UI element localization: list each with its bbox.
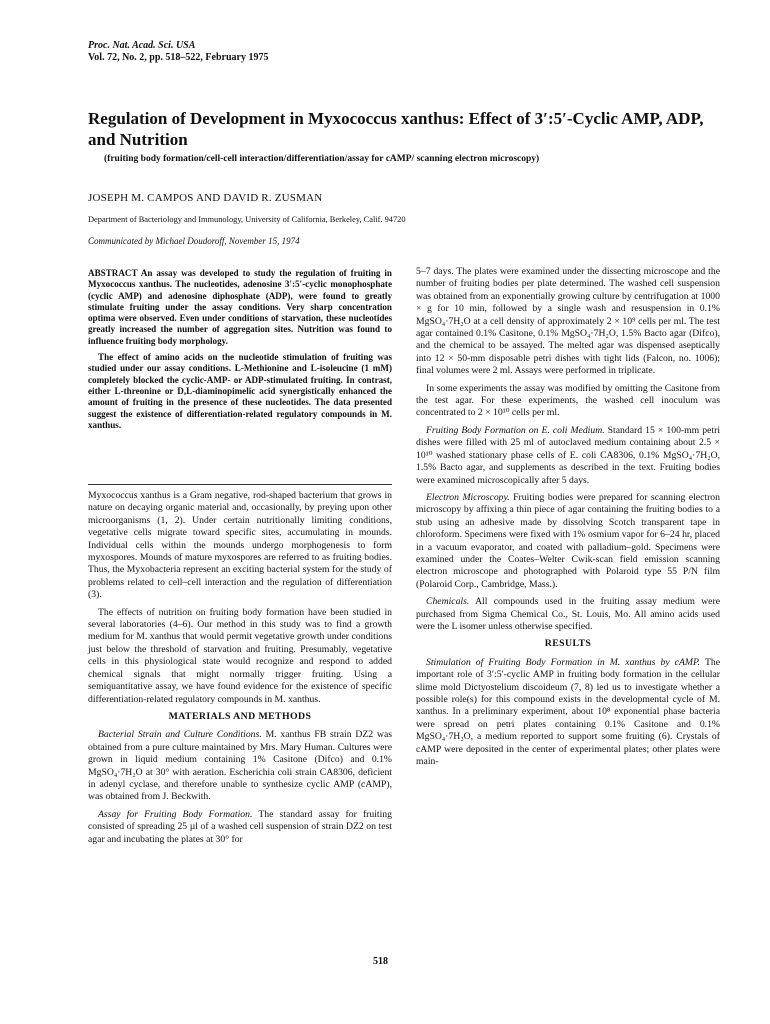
keywords: (fruiting body formation/cell-cell interaction/differentiation/assay for cAMP/ scanning electron microscopy) — [104, 154, 540, 164]
abstract — [88, 268, 392, 436]
strain-heading: Bacterial Strain and Culture Conditions. — [98, 729, 262, 741]
authors: JOSEPH M. CAMPOS AND DAVID R. ZUSMAN — [88, 192, 323, 204]
right-body — [416, 266, 720, 773]
assay-body: The standard assay for fruiting consisted of spreading 25 µl of a washed cell suspension of strain DZ2 on test agar and incubating the plates at 30° for — [88, 808, 392, 845]
abstract-paragraph-2: The effect of amino acids on the nucleotide stimulation of fruiting was studied under our assay conditions. L-Methionine and L-isoleucine (1 mM) completely blocked the cyclic-AMP- or ADP-stimulated fruiting. In contrast, either L-threonine or D,L-diaminopimelic acid synergistically enhanced the amount of fruiting in the presence of these nucleotides. The data presented suggest the existence of differentiation-related regulatory compounds in M. xanthus. — [88, 352, 392, 430]
results-heading: RESULTS — [544, 638, 592, 650]
assay-heading: Assay for Fruiting Body Formation. — [98, 808, 253, 820]
stimulation-paragraph — [416, 657, 720, 769]
strain-paragraph — [88, 729, 392, 803]
strain-body: M. xanthus FB strain DZ2 was obtained from a pure culture maintained by Mrs. Mary Human. Cultures were grown in liquid medium containing 1% Casitone (Difco) and 0.1% MgSO₄·7H₂O at 30° with aeration. Escherichia coli strain CA8306, deficient in adenyl cyclase, and therefore unable to synthesize cyclic AMP (cAMP), was obtained from J. Beckwith. — [88, 729, 393, 803]
em-body: Fruiting bodies were prepared for scanning electron microscopy by affixing a thin piece of agar containing the fruiting bodies to a stub using an adhesive made by dissolving Scotch transparent tape in chloroform. Specimens were fixed with 1% osmium vapor for 6–24 hr, placed in a vacuum evaporator, and coated with palladium–gold. Specimens were examined under the Coates–Welter Cwik-scan field emission scanning electron microscope and photographed with Polaroid type 55 P/N film (Polaroid Corp., Cambridge, Mass.). — [416, 491, 720, 590]
methods-heading: MATERIALS AND METHODS — [168, 710, 312, 722]
em-heading: Electron Microscopy. — [426, 491, 510, 503]
chemicals-body: All compounds used in the fruiting assay medium were purchased from Sigma Chemical Co., St. Louis, Mo. All amino acids used were the L isomer unless otherwise specified. — [416, 596, 720, 632]
abstract-divider — [88, 484, 392, 485]
assay-modification: In some experiments the assay was modified by omitting the Casitone from the test agar. For these experiments, the washed cell inoculum was concentrated to 2 × 10¹⁰ cells per ml. — [416, 382, 720, 419]
intro-paragraph-1: Myxococcus xanthus is a Gram negative, rod-shaped bacterium that grows in nature on decaying organic material and, occasionally, by preying upon other microorganisms (1, 2). Under certain nutritionally limiting conditions, vegetative cells migrate toward specific sites, accumulating in mounds. Individual cells within the mounds undergo morphogenesis to form myxospores. Mounds of mature myxospores are referred to as fruiting bodies. Thus, the Myxobacteria represent an exciting bacterial system for the study of problems related to cell–cell interaction and the regulation of differentiation (3). — [88, 490, 392, 601]
stimulation-heading: Stimulation of Fruiting Body Formation in M. xanthus by cAMP. — [426, 656, 701, 668]
assay-continued: 5–7 days. The plates were examined under the dissecting microscope and the number of fruiting bodies per plate determined. The washed cell suspension was obtained from an exponentially growing culture by centrifugation at 1000 × g for 10 min, followed by a single wash and resuspension in 0.1% MgSO₄·7H₂O at a cell density of approximately 2 × 10⁹ cells per ml. The test agar contained 0.1% Casitone, 0.1% MgSO₄·7H₂O, 1.5% Bacto agar (Difco), and the chemical to be assayed. The melted agar was dispensed aseptically into 12 × 50-mm disposable petri dishes with tight lids (Falcon, no. 1006); final volumes were 2 ml. Assays were performed in triplicate. — [416, 266, 720, 377]
communicated-by: Communicated by Michael Doudoroff, November 15, 1974 — [88, 236, 300, 246]
stimulation-body: The important role of 3′:5′-cyclic AMP in fruiting body formation in the cellular slime mold Dictyostelium discoideum (7, 8) led us to investigate whether a possible role(s) for this compound exists in the developmental cycle of M. xanthus. In a preliminary experiment, about 10⁸ exponential phase bacteria were spread on petri plates containing 0.1% Casitone and 0.1% MgSO₄·7H₂O, a medium reported to support some fruiting (6). Crystals of cAMP were deposited in the center of experimental plates; other plates were main- — [416, 656, 721, 768]
chemicals-heading: Chemicals. — [426, 596, 470, 608]
journal-volume: Vol. 72, No. 2, pp. 518–522, February 1975 — [88, 52, 269, 63]
journal-name: Proc. Nat. Acad. Sci. USA — [88, 40, 196, 51]
affiliation: Department of Bacteriology and Immunology, University of California, Berkeley, Calif. 94720 — [88, 215, 406, 224]
em-paragraph — [416, 492, 720, 591]
left-body — [88, 490, 392, 846]
ecoli-body: Standard 15 × 100-mm petri dishes were filled with 25 ml of autoclaved medium containing about 2.5 × 10¹⁰ washed stationary phase cells of E. coli CA8306, 0.1% MgSO₄·7H₂O, 1.5% Bacto agar, and supplements as described in the text. Fruiting bodies were examined microscopically after 5 days. — [416, 424, 721, 486]
assay-paragraph — [88, 809, 392, 846]
page-number: 518 — [373, 956, 388, 967]
chemicals-paragraph — [416, 596, 720, 633]
ecoli-heading: Fruiting Body Formation on E. coli Medium. — [426, 424, 605, 436]
abstract-paragraph-1: ABSTRACT An assay was developed to study the regulation of fruiting in Myxococcus xanthus. The nucleotides, adenosine 3′:5′-cyclic monophosphate (cyclic AMP) and adenosine diphosphate (ADP), were found to greatly stimulate fruiting under the assay conditions. Very sharp concentration optima were observed. Even under conditions of starvation, these nucleotides greatly increased the number of aggregation sites. Nutrition was found to influence fruiting body morphology. — [88, 268, 392, 346]
ecoli-paragraph — [416, 425, 720, 487]
intro-paragraph-2: The effects of nutrition on fruiting body formation have been studied in several laboratories (4–6). Our method in this study was to find a growth medium for M. xanthus that would permit vegetative growth under conditions just below the threshold of starvation and fruiting. Presumably, vegetative cells in this physiological state would recognize and respond to added chemical signals that might normally trigger fruiting. Using a semiquantitative assay, we have found evidence for the existence of specific differentiation-related regulatory compounds in M. xanthus. — [88, 606, 392, 705]
paper-title: Regulation of Development in Myxococcus xanthus: Effect of 3′:5′-Cyclic AMP, ADP, and Nutrition — [88, 109, 704, 149]
